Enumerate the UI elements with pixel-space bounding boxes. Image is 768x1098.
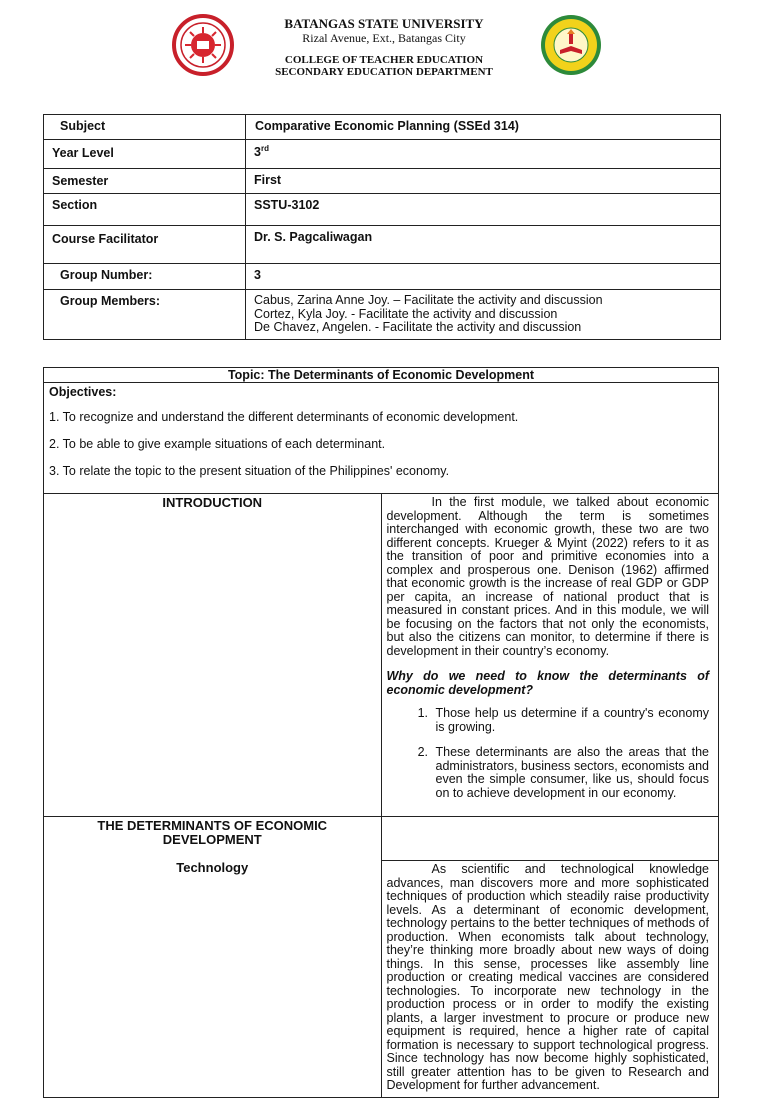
group-member: Cortez, Kyla Joy. - Facilitate the activity and discussion — [254, 306, 558, 321]
semester-value: First — [246, 169, 721, 194]
objectives-heading: Objectives: — [49, 385, 117, 399]
determinants-label: THE DETERMINANTS OF ECONOMIC DEVELOPMENT — [44, 817, 382, 861]
technology-row — [44, 861, 719, 1098]
course-info-table — [43, 114, 721, 340]
determinants-row — [44, 817, 719, 861]
subject-value: Comparative Economic Planning (SSEd 314) — [246, 115, 721, 140]
subject-label: Subject — [44, 115, 246, 140]
university-address: Rizal Avenue, Ext., Batangas City — [302, 31, 466, 45]
group-member: De Chavez, Angelen. - Facilitate the activity and discussion — [254, 320, 582, 334]
year-label: Year Level — [44, 140, 246, 169]
answer-list — [387, 707, 710, 800]
facilitator-label: Course Facilitator — [44, 226, 246, 264]
year-value-cell — [246, 140, 721, 169]
group-members-row — [44, 290, 721, 340]
year-row — [44, 140, 721, 169]
objectives-row — [44, 383, 719, 494]
topic-title-row — [44, 368, 719, 383]
topic-table — [43, 367, 719, 1098]
university-name: BATANGAS STATE UNIVERSITY — [284, 16, 484, 31]
introduction-text: In the first module, we talked about economic development. Although the term is sometimes interchanged with economic growth, these two are two different concepts. Krueger & Myint (2022) refers to it as the transition of poor and primitive economies into a complex and prosperous one. Denison (1962) affirmed that economic growth is the increase of real GDP or GDP per capita, an increase of national product that is measured in constant prices. And in this module, we will be focusing on the factors that not only the economists, but also the citizens can monitor, to determine if there is development in their country’s economy. — [386, 495, 709, 658]
group-number-label: Group Number: — [44, 264, 246, 290]
section-value: SSTU-3102 — [246, 194, 721, 226]
group-number-row — [44, 264, 721, 290]
semester-row — [44, 169, 721, 194]
introduction-cell — [381, 494, 719, 817]
year-suffix: rd — [260, 144, 269, 153]
group-members-list — [246, 290, 721, 340]
technology-label: Technology — [44, 861, 382, 1098]
introduction-row — [44, 494, 719, 817]
department-name: SECONDARY EDUCATION DEPARTMENT — [275, 66, 493, 78]
answer-item: 1. Those help us determine if a country's economy is growing. — [432, 707, 710, 734]
technology-text: As scientific and technological knowledge advances, man discovers more and more sophisticated techniques of production which steadily raise productivity levels. As a determinant of economic development, technology pertains to the better techniques of methods of production. When economists talk about technology, they’re thinking more broadly about new ways of doing things. In this sense, processes like assembly line production or creating medical vaccines are considered technologies. To incorporate new technology in the production process or in order to modify the existing plants, a larger investment to procure or produce new equipment is required, hence a higher rate of capital formation is necessary to support technological progress. Since technology has now become highly sophisticated, still greater attention has to be given to Research and Development for further advancement. — [386, 862, 709, 1092]
objective-item: 2. To be able to give example situations of each determinant. — [49, 437, 386, 451]
technology-cell — [381, 861, 719, 1098]
group-number-value: 3 — [246, 264, 721, 290]
group-member: Cabus, Zarina Anne Joy. – Facilitate the activity and discussion — [254, 293, 603, 307]
group-members-label: Group Members: — [44, 290, 246, 340]
determinants-empty-cell — [381, 817, 719, 861]
facilitator-value: Dr. S. Pagcaliwagan — [246, 226, 721, 264]
topic-title: Topic: The Determinants of Economic Development — [44, 368, 719, 383]
objective-item: 1. To recognize and understand the different determinants of economic development. — [49, 410, 519, 424]
year-value: 3 — [254, 145, 261, 160]
facilitator-row — [44, 226, 721, 264]
document-header — [0, 0, 768, 100]
section-row — [44, 194, 721, 226]
semester-label: Semester — [44, 169, 246, 194]
subject-row — [44, 115, 721, 140]
answer-item: 2. These determinants are also the areas that the administrators, business sectors, economists and even the simple consumer, like us, should focus on to achieve development in our economy. — [432, 746, 710, 800]
objective-item: 3. To relate the topic to the present situation of the Philippines' economy. — [49, 464, 450, 478]
objectives-cell — [44, 383, 719, 494]
guiding-question: Why do we need to know the determinants of economic development? — [386, 669, 709, 697]
introduction-label: INTRODUCTION — [44, 494, 382, 817]
section-label: Section — [44, 194, 246, 226]
college-name: COLLEGE OF TEACHER EDUCATION — [284, 54, 484, 66]
